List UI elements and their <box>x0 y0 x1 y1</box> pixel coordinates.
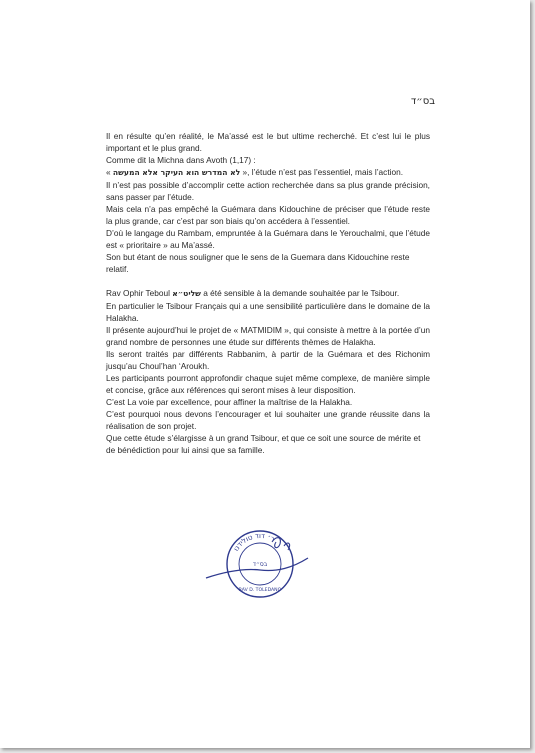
paragraph-5: Mais cela n’a pas empêché la Guémara dans Kidouchine de préciser que l’étude reste la plus grande, car c’est par son biais qu’on accédera à l’essentiel. <box>106 204 430 226</box>
paragraph-13: C’est La voie par excellence, pour affiner la maîtrise de la Halakha. <box>106 397 353 407</box>
stamp-ring-text: ר׳ דוד טולידנו <box>232 531 276 553</box>
paragraph-2: Comme dit la Michna dans Avoth (1,17) : <box>106 155 256 165</box>
rabbi-stamp-signature <box>202 528 312 600</box>
rav-sentence: a été sensible à la demande souhaitée par le Tsibour. <box>200 288 400 298</box>
paragraph-4: Il n’est pas possible d’accomplir cette action recherchée dans sa plus grande précision, sans passer par l’étude. <box>106 180 430 202</box>
stamp-bottom-text: RAV D. TOLEDANO <box>238 588 282 593</box>
paragraph-9: En particulier le Tsibour Français qui a une sensibilité particulière dans le domaine de la Halakha. <box>106 301 430 323</box>
rav-name: Rav Ophir Teboul <box>106 288 173 298</box>
quote-open: « <box>106 167 113 177</box>
paragraph-15: Que cette étude s’élargisse à un grand Tsibour, et que ce soit une source de mérite et de bénédiction pour lui ainsi que sa famille. <box>106 433 421 455</box>
paragraph-7: Son but étant de nous souligner que le sens de la Guemara dans Kidouchine reste relatif. <box>106 252 410 274</box>
paragraph-8 <box>106 287 430 300</box>
quote-translation: », l’étude n’est pas l’essentiel, mais l’action. <box>240 167 403 177</box>
paragraph-10: Il présente aujourd’hui le projet de « MATMIDIM », qui consiste à mettre à la portée d’un grand nombre de personnes une étude sur différents thèmes de Halakha. <box>106 325 430 347</box>
paragraph-gap <box>106 275 430 287</box>
paragraph-3 <box>106 166 430 179</box>
paragraph-1: Il en résulte qu’en réalité, le Ma’assé est le but ultime recherché. Et c’est lui le plus important et le plus grand. <box>106 131 430 153</box>
stamp-center-text: בס״ד <box>252 561 268 568</box>
hebrew-title: שליט״א <box>172 289 201 298</box>
paragraph-14: C’est pourquoi nous devons l’encourager et lui souhaiter une grande réussite dans la réalisation de son projet. <box>106 409 430 431</box>
letter-body <box>106 130 430 456</box>
paragraph-12: Les participants pourront approfondir chaque sujet même complexe, de manière simple et concise, grâce aux références qui seront mises à leur disposition. <box>106 373 430 395</box>
hebrew-quote: לא המדרש הוא העיקר אלא המעשה <box>112 168 241 177</box>
paragraph-6: D’où le langage du Rambam, empruntée à la Guémara dans le Yerouchalmi, que l’étude est « prioritaire » au Ma’assé. <box>106 228 430 250</box>
paragraph-11: Ils seront traités par différents Rabbanim, à partir de la Guémara et des Richonim jusqu’au Choul’han ‘Aroukh. <box>106 349 430 371</box>
bsd-header: בס״ד <box>410 96 435 107</box>
